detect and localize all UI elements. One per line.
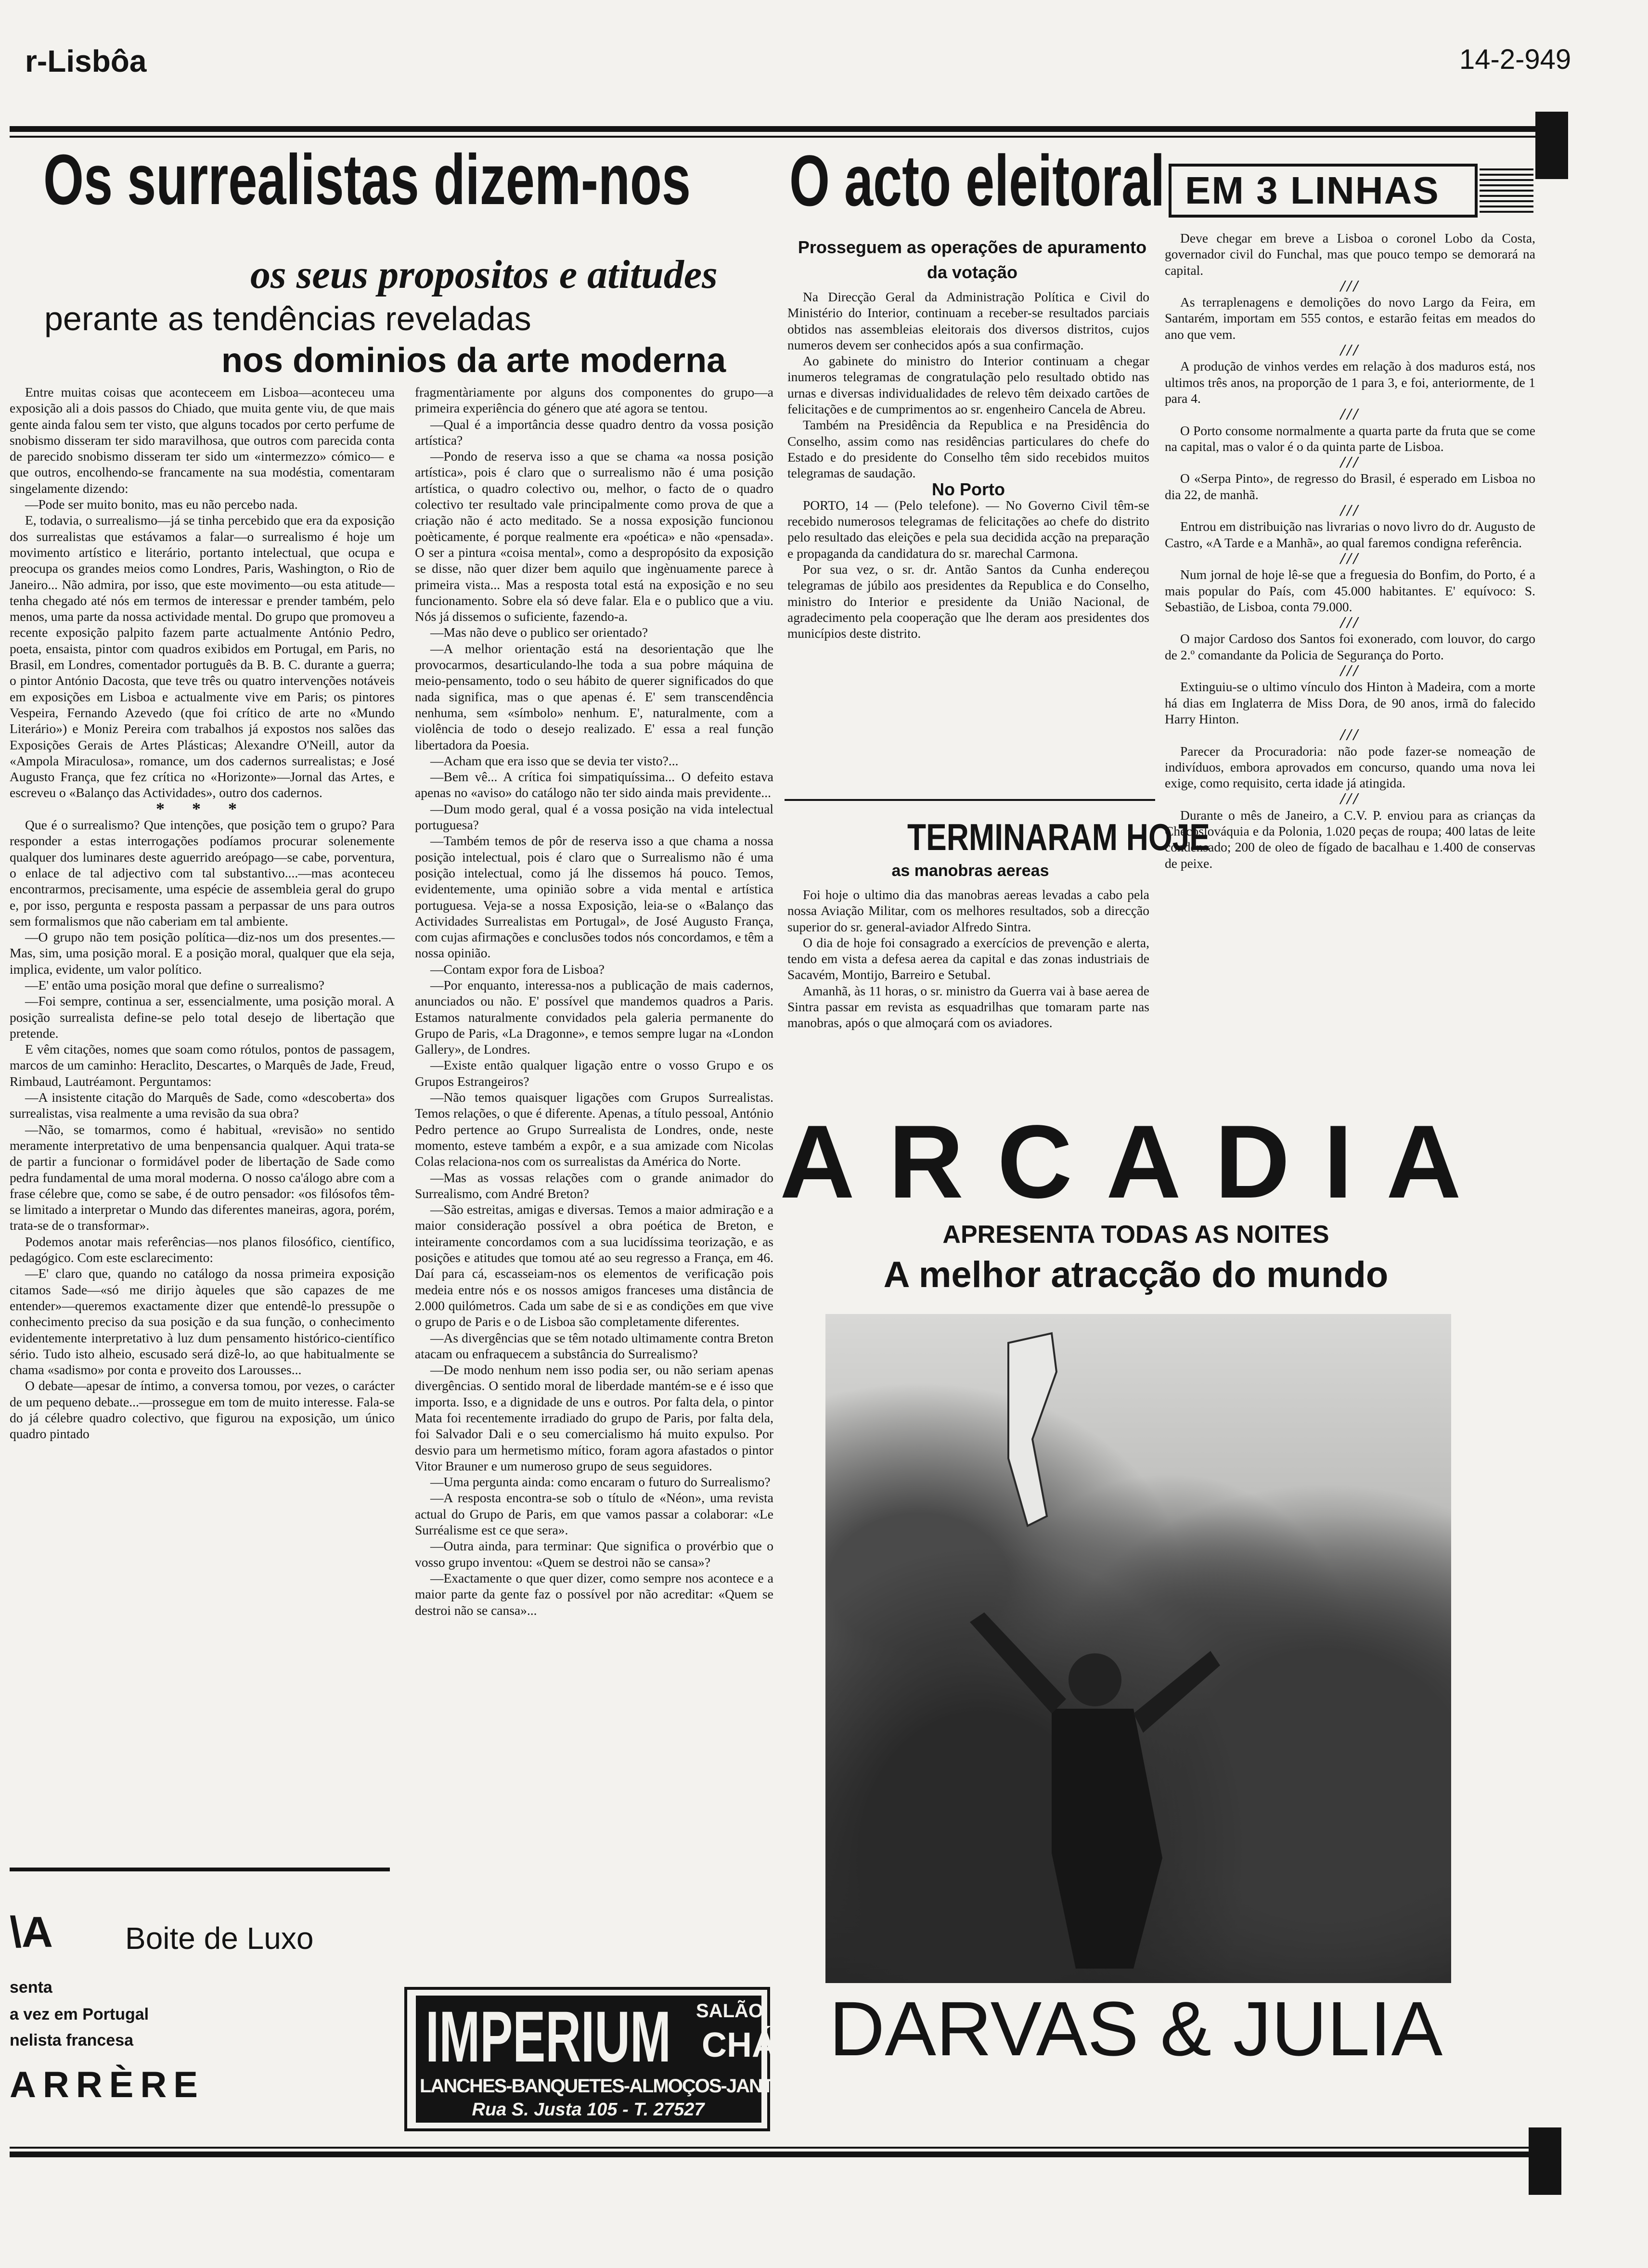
corner-block — [1535, 112, 1568, 179]
brief-item: Extinguiu-se o ultimo vínculo dos Hinton à Madeira, com a morte há dias em Inglaterra de Miss Dora, de 90 anos, irmã do falecido Harry Hinton. — [1165, 679, 1535, 726]
paragraph: —A resposta encontra-se sob o título de «Néon», uma revista actual do Grupo de Paris, em que vamos passar a colaborar: «Le Surréalisme est ce que sera». — [415, 1490, 773, 1538]
surrealistas-deck-1: os seus propositos e atitudes — [250, 252, 718, 297]
acrobat-photo — [825, 1314, 1451, 1983]
paragraph: —Exactamente o que quer dizer, como sempre nos acontece e a maior parte da gente faz o possível por não acreditar: «Quem se destroi não se cansa»... — [415, 1570, 773, 1618]
surrealistas-headline: Os surrealistas dizem-nos — [43, 140, 691, 219]
separator: /// — [1340, 277, 1360, 295]
brief-item: O major Cardoso dos Santos foi exonerado, com louvor, do cargo de 2.º comandante da Policia de Segurança do Porto. — [1165, 631, 1535, 662]
paragraph: —Pode ser muito bonito, mas eu não percebo nada. — [25, 497, 298, 512]
paragraph: —Contam expor fora de Lisboa? — [430, 961, 605, 977]
paragraph: Também na Presidência da Republica e na Presidência do Conselho, assim como nas residências particulares do chefe do Estado e do presidente do Conselho têm sido recebidos muitos telegramas de saudação. — [787, 417, 1149, 481]
boite-performer: ARRÈRE — [10, 2064, 205, 2105]
separator: /// — [1340, 790, 1360, 808]
imperium-name: IMPERIUM — [425, 1996, 671, 2077]
imperium-ad — [404, 1987, 821, 2131]
em-3-linhas-items — [1165, 230, 1535, 1072]
separator: /// — [1340, 502, 1360, 520]
boite-line-2: a vez em Portugal — [10, 2005, 149, 2023]
brief-item: A produção de vinhos verdes em relação à dos maduros está, nos ultimos três anos, na proporção de 1 para 3, e foi, anteriormente, de 1 para 4. — [1165, 359, 1535, 406]
arcadia-act: DARVAS & JULIA — [829, 1985, 1443, 2072]
paragraph: —E' então uma posição moral que define o surrealismo? — [25, 977, 324, 992]
paragraph: —Não temos quaisquer ligações com Grupos Surrealistas. Temos relações, o que é diferente. Apenas, a título pessoal, António Pedro pertence ao Grupo Surrealista de Londres, onde, neste momento, esteve também a expôr, e a sua amizade com Nicolas Colas relaciona-nos com os surrealistas da América do Norte. — [415, 1090, 773, 1169]
paragraph: Ao gabinete do ministro do Interior continuam a chegar inumeros telegramas de congratulação pelo resultado obtido nas urnas e diversas individualidades de relevo têm deixado cartões de felicitações e de cumprimentos ao sr. engenheiro Cancela de Abreu. — [787, 353, 1149, 417]
section-stars: * * * — [156, 799, 248, 818]
paragraph: O dia de hoje foi consagrado a exercícios de prevenção e alerta, tendo em vista a defesa aerea da capital e das zonas industriais de Sacavém, Montijo, Barreiro e Setubal. — [787, 935, 1149, 982]
paragraph: —De modo nenhum nem isso podia ser, ou não seriam apenas divergências. O sentido moral de liberdade mantém-se e é isso que importa. Isso, e a dignidade de uns e outros. Por falta dela, o pintor Mata foi recentemente irradiado do grupo de Paris, por falta dela, foi Salvador Dali e o seu comercialismo há muito expulso. Por desvio para um hermetismo mítico, foram agora afastados o pintor Vitor Brauner e um numeroso grupo de seus seguidores. — [415, 1362, 773, 1473]
paragraph: —São estreitas, amigas e diversas. Temos a maior admiração e a maior consideração possível a obra poética de Breton, e inteiramente concordamos com a sua lucidíssima teorização, e as posições e atitudes que tomou até ao seu regresso a França, em 46. Daí para cá, escasseiam-nos os elementos de verificação pois medeia entre nós e os nossos amigos franceses uma distância de 2.000 quilómetros. Cada um sabe de si e as condições em que vive o grupo de Paris e o de Lisboa são completamente diferentes. — [415, 1202, 773, 1329]
paragraph: Na Direcção Geral da Administração Política e Civil do Ministério do Interior, continuam a receber-se resultados parciais obtidos nas assembleias eleitorais dos diversos distritos, cujos numeros devem ser conhecidos após a sua confirmação. — [787, 289, 1149, 352]
brief-item: Deve chegar em breve a Lisboa o coronel Lobo da Costa, governador civil do Funchal, mas que pouco tempo se demorará na capital. — [1165, 231, 1535, 278]
paragraph: —Existe então qualquer ligação entre o vosso Grupo e os Grupos Estrangeiros? — [415, 1057, 773, 1089]
brief-item: As terraplenagens e demolições do novo Largo da Feira, em Santarém, importam em 555 contos, e estarão feitas em meados do ano que vem. — [1165, 295, 1535, 342]
manobras-deck: as manobras aereas — [891, 862, 1049, 880]
paragraph: Podemos anotar mais referências—nos planos filosófico, científico, pedagógico. Com este esclarecimento: — [10, 1234, 395, 1265]
paragraph: —Dum modo geral, qual é a vossa posição na vida intelectual portuguesa? — [415, 801, 773, 833]
surrealistas-column-1 — [10, 384, 395, 1828]
issue-date: 14-2-949 — [1459, 44, 1571, 75]
paragraph: Por sua vez, o sr. dr. Antão Santos da Cunha endereçou telegramas de júbilo aos presidentes da Republica e do Conselho, ministro do Interior e presidente da União Nacional, de agradecimento pela cooperação que lhe deram aos presidentes dos municípios deste distrito. — [787, 562, 1149, 641]
bottom-rule — [10, 2152, 1550, 2157]
paragraph: —Pondo de reserva isso a que se chama «a nossa posição artística», pois é claro que o surrealismo não é uma posição artística, o quadro colectivo ou, melhor, o facto de o quadro colectivo ter resultado vale principalmente como prova de que a criação não é acto meditado. Se a nossa exposição funcionou poèticamente, é porque realmente era «poética» e não «pensada». O ser a pintura «coisa mental», como a despropósito da exposição se disse, não quer dizer bem aquilo que ingènuamente parece à primeira vista... Mas a resposta total está na exposição e no seu funcionamento. Sobre ela só deve falar. Ela e o publico que a viu. Nós já dissemos o suficiente, fazendo-a. — [415, 449, 773, 624]
surrealistas-deck-2: perante as tendências reveladas — [44, 300, 531, 337]
paragraph: —Mas não deve o publico ser orientado? — [430, 625, 648, 640]
top-rule-thin — [10, 136, 1550, 138]
paragraph: —Qual é a importância desse quadro dentro da vossa posição artística? — [415, 416, 773, 448]
boite-rule — [10, 1868, 390, 1871]
paragraph: —Foi sempre, continua a ser, essencialmente, uma posição moral. A posição surrealista define-se pelo total desejo de libertação que pretende. — [10, 993, 395, 1041]
section-rule — [785, 799, 1155, 801]
separator: /// — [1340, 453, 1360, 472]
brief-item: O Porto consome normalmente a quarta parte da fruta que se come na capital, mas o valor é o da quinta parte de Lisboa. — [1165, 423, 1535, 454]
porto-subhead: No Porto — [932, 479, 1005, 499]
hatch-decoration — [1480, 168, 1533, 213]
brief-item: Num jornal de hoje lê-se que a freguesia do Bonfim, do Porto, é a mais popular do País, com 45.000 habitantes. E' equívoco: S. Sebastião, de Lisboa, conta 79.000. — [1165, 567, 1535, 614]
imperium-services: LANCHES-BANQUETES-ALMOÇOS-JANTARES — [420, 2075, 821, 2097]
separator: /// — [1340, 614, 1360, 632]
manobras-headline: TERMINARAM HOJE — [907, 816, 1210, 858]
em-3-linhas-box — [1169, 164, 1478, 218]
newspaper-title: r-Lisbôa — [25, 44, 147, 78]
surrealistas-deck-3: nos dominios da arte moderna — [221, 341, 726, 380]
paragraph: —O grupo não tem posição política—diz-nos um dos presentes.—Mas, sim, uma posição moral. E a posição moral, qualquer que ela seja, implica, evidente, um valor político. — [10, 929, 395, 977]
paragraph: Que é o surrealismo? Que intenções, que posição tem o grupo? Para responder a estas interrogações podíamos procurar solenemente qualquer dos luminares deste aguerrido areópago—se cabe, porventura, o enlace de tal adjectivo com tal substantivo....—mas aconteceu encontrarmos, precisamente, uma espécie de assembleia geral do grupo e, por isso, pergunta e resposta passam a perpassar de uns para outros sem formalismos que não caberiam em tal ambiente. — [10, 817, 395, 928]
separator: /// — [1340, 405, 1360, 424]
paragraph: Foi hoje o ultimo dia das manobras aereas levadas a cabo pela nossa Aviação Militar, com os melhores resultados, sob a direcção superior do sr. general-aviador Alfredo Sintra. — [787, 887, 1149, 934]
separator: /// — [1340, 549, 1360, 567]
arcadia-line-1: APRESENTA TODAS AS NOITES — [942, 1221, 1329, 1249]
acto-deck: Prosseguem as operações de apuramento da votação — [798, 237, 1147, 282]
paragraph: E, todavia, o surrealismo—já se tinha percebido que era da exposição dos surrealistas que estávamos a falar—o surrealismo é hoje um movimento artístico e literário, portanto intelectual, que ocupa e preocupa os grandes meios como Londres, Paris, Washington, o Rio de Janeiro... Não admira, por isso, que este movimento—ou esta atitude—tenha chegado até nós em termos de interessar e prender também, pelo menos, uma parte da nossa actividade mental. Do grupo que promoveu a recente exposição palpito fazem parte actualmente António Pedro, poeta, ensaista, pintor com quadros exibidos em Portugal, em Paris, no Brasil, em Londres, comentador português da B. B. C. durante a guerra; o pintor António Dacosta, que teve três ou quatro intervenções notáveis em exposições em Lisboa e actualmente vive em Paris; os pintores Vespeira, Fernando Azevedo (que foi crítico de arte no «Mundo Literário») e Moniz Pereira com trabalhos já expostos nos salões das Exposições Gerais de Artes Plásticas; Alexandre O'Neill, autor da «Ampola Miraculosa», romance, um dos cadernos surrealistas; e José Augusto França, que fez crítica no «Horizonte»—Jornal das Artes, e escreveu o «Balanço das Actividades», outro dos cadernos. — [10, 513, 395, 800]
paragraph: —As divergências que se têm notado ultimamente contra Breton atacam ou enfraquecem a substância do Surrealismo? — [415, 1330, 773, 1361]
paragraph: fragmentàriamente por alguns dos componentes do grupo—a primeira experiência do género que até agora se tentou. — [415, 385, 773, 416]
manobras-body — [787, 887, 1149, 1098]
paragraph: —Também temos de pôr de reserva isso a que chama a nossa posição intelectual, pois é claro que o Surrealismo não é uma posição intelectual, como já lhe dissemos há pouco. Temos, evidentemente, uma opinião sobre a vida mental e artística portuguesa. Veja-se a nossa Exposição, leia-se o «Balanço das Actividades Surrealistas em Portugal», de José Augusto França, com cujas afirmações e conclusões todos nós concordamos, e têm a nossa opinião. — [415, 833, 773, 961]
paragraph: —Mas as vossas relações com o grande animador do Surrealismo, com André Breton? — [415, 1170, 773, 1201]
separator: /// — [1340, 726, 1360, 744]
paragraph: —A melhor orientação está na desorientação que lhe provocarmos, desarticulando-lhe toda a sua pobre máquina de meio-pensamento, todo o seu hábito de querer significados do que nada significa, mas o que apenas é. E' sem transcendência nenhuma, sem «símbolo» nenhum. E', naturalmente, com a violência de todo o desejo realizado. E' essa a real função libertadora da Poesia. — [415, 641, 773, 752]
paragraph: —Não, se tomarmos, como é habitual, «revisão» no sentido meramente interpretativo de uma benpensancia qualquer. Aqui trata-se de partir a funcionar o formidável poder de libertação de Sade como pedra fundamental de uma moral moderna. O nosso ca'álogo abre com a frase célebre que, como se sabe, é de outro pensador: «os filósofos têm-se limitado a interpretar o Mundo das diferentes maneiras, agora, porém, trata-se de o transformar». — [10, 1121, 395, 1233]
acto-body — [787, 289, 1149, 789]
paragraph: —Bem vê... A crítica foi simpatiquíssima... O defeito estava apenas no «aviso» do catálogo não ter sido ainda mais previdente... — [415, 769, 773, 800]
paragraph: Amanhã, às 11 horas, o sr. ministro da Guerra vai à base aerea de Sintra passar em revista as esquadrilhas que tomaram parte nas manobras, após o que almoçará com os aviadores. — [787, 983, 1149, 1031]
imperium-address: Rua S. Justa 105 - T. 27527 — [472, 2100, 705, 2120]
bottom-rule-thin — [10, 2147, 1550, 2149]
separator: /// — [1340, 662, 1360, 680]
paragraph: —Por enquanto, interessa-nos a publicação de mais cadernos, anunciados ou não. E' possível que mandemos quadros a Paris. Estamos naturalmente convidados pela galeria permanente do Grupo de Paris, «La Dragonne», e temos sempre lugar na «London Gallery», de Londres. — [415, 977, 773, 1057]
paragraph: O debate—apesar de íntimo, a conversa tomou, por vezes, o carácter de um pequeno debate...—prossegue em tom de muito interesse. Fala-se do já célebre quadro colectivo, que figurou na exposição, um único quadro pintado — [10, 1378, 395, 1442]
surrealistas-column-2 — [415, 384, 773, 1987]
paragraph: —E' claro que, quando no catálogo da nossa primeira exposição citamos Sade—«só me dirijo àqueles que são capazes de me entender»—queremos exactamente dizer que entendê-lo pressupõe o conhecimento preciso da sua posição e da sua função, o conhecimento evidentemente interpretativo à luz dum pensamento histórico-científico sério. Tudo isto alheio, escusado será dizê-lo, ao que habitualmente se chama «sadismo» por conta e proveito dos Larousses... — [10, 1266, 395, 1378]
paragraph: PORTO, 14 — (Pelo telefone). — No Governo Civil têm-se recebido numerosos telegramas de felicitações ao chefe do distrito pelo resultado das eleições e pela sua decidida acção na preparação e propaganda da candidatura do sr. marechal Carmona. — [787, 497, 1149, 561]
paragraph: —A insistente citação do Marquês de Sade, como «descoberta» dos surrealistas, visa realmente a uma revisão da sua obra? — [10, 1090, 395, 1121]
brief-item: Entrou em distribuição nas livrarias o novo livro do dr. Augusto de Castro, «A Tarde e a Manhã», ao qual faremos condigna referência. — [1165, 519, 1535, 550]
boite-line-1: senta — [10, 1978, 52, 1997]
paragraph: —Uma pergunta ainda: como encaram o futuro do Surrealismo? — [430, 1474, 771, 1490]
paragraph: —Acham que era isso que se devia ter visto?... — [430, 753, 679, 768]
paragraph: —Outra ainda, para terminar: Que significa o provérbio que o vosso grupo inventou: «Quem se destroi não se cansa»? — [415, 1538, 773, 1570]
boite-fragment: \A — [10, 1908, 53, 1957]
arcadia-title: ARCADIA — [780, 1103, 1495, 1220]
boite-title: Boite de Luxo — [125, 1921, 314, 1956]
separator: /// — [1340, 341, 1360, 360]
brief-item: Durante o mês de Janeiro, a C.V. P. enviou para as crianças da Checoslováquia e da Polonia, 1.020 peças de roupa; 400 latas de leite condensado; 200 de oleo de fígado de bacalhau e 1.400 de conservas de peixe. — [1165, 807, 1535, 871]
paragraph: E vêm citações, nomes que soam como rótulos, pontos de passagem, marcos de um caminho: Heraclito, Descartes, o Marquês de Jade, Freud, Rimbaud, Lautréamont. Perguntamos: — [10, 1042, 395, 1089]
brief-item: Parecer da Procuradoria: não pode fazer-se nomeação de indivíduos, embora aprovados em concurso, quando uma nova lei exige, como requisito, certa idade já atingida. — [1165, 743, 1535, 791]
acto-headline: O acto eleitoral — [789, 140, 1165, 221]
imperium-cha: CHÁ — [702, 2026, 777, 2064]
imperium-salao: SALÃO — [696, 2000, 763, 2022]
bottom-corner-block — [1529, 2127, 1561, 2195]
top-rule — [10, 126, 1550, 132]
brief-item: O «Serpa Pinto», de regresso do Brasil, é esperado em Lisboa no dia 22, de manhã. — [1165, 471, 1535, 502]
boite-line-3: nelista francesa — [10, 2031, 134, 2049]
paragraph: Entre muitas coisas que aconteceem em Lisboa—aconteceu uma exposição ali a dois passos do Chiado, que muita gente viu, de que mais gente ainda falou sem ter visto, que alguns tocados por certo perfume de snobismo disseram ter sido maravilhosa, que outros com parecida conta de parecido snobismo disseram ter sido um «intermezzo» cómico— e que outros, encolhendo-se francamente na sua modéstia, comentaram singelamente dizendo: — [10, 385, 395, 496]
arcadia-line-2: A melhor atracção do mundo — [883, 1254, 1389, 1295]
em-3-linhas-headline: EM 3 LINHAS — [1185, 169, 1440, 212]
